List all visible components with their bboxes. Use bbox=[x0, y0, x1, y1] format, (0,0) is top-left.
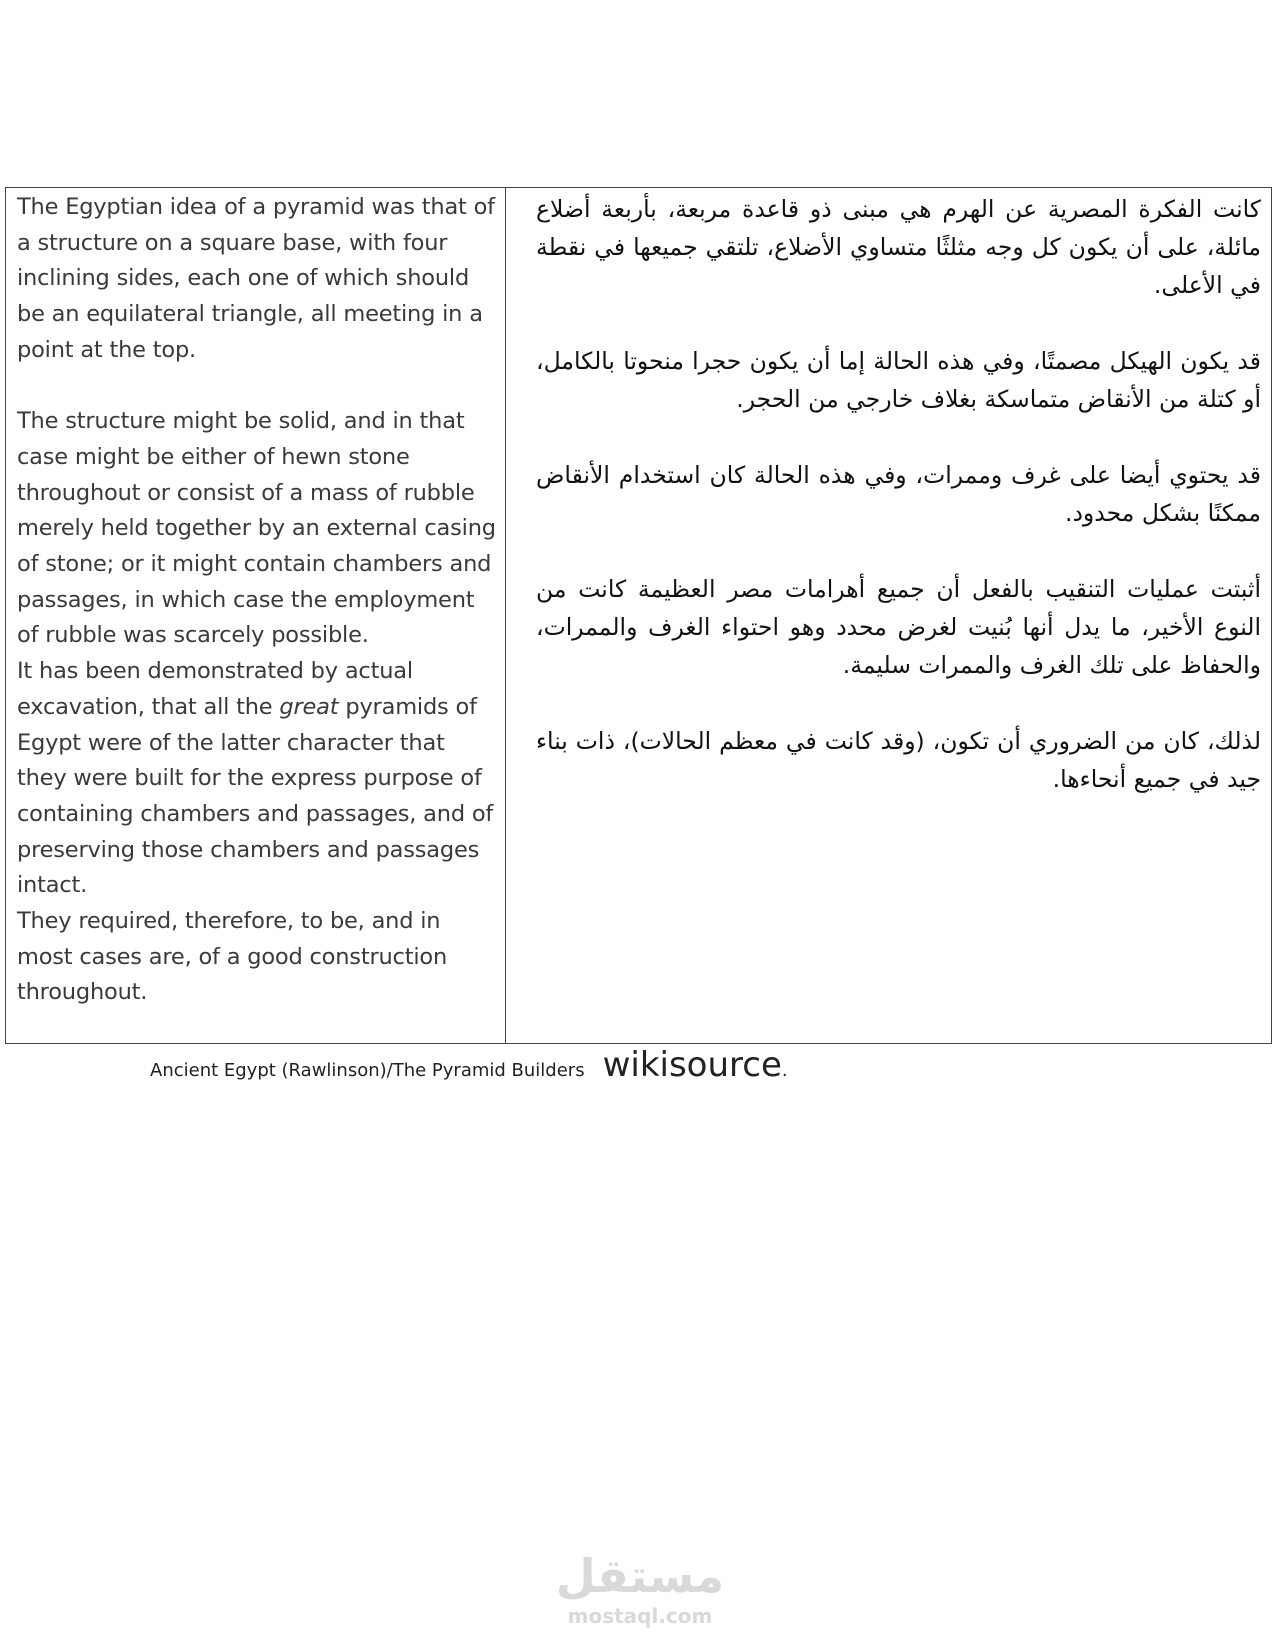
arabic-paragraph-2: قد يكون الهيكل مصمتًا، وفي هذه الحالة إما أن يكون حجرا منحوتا بالكامل، أو كتلة من الأنقاض متماسكة بغلاف خارجي من الحجر. bbox=[536, 347, 1261, 413]
source-site-name: wikisource bbox=[602, 1045, 782, 1085]
watermark-domain: mostaql.com bbox=[567, 1604, 713, 1628]
english-paragraph-2: The structure might be solid, and in that case might be either of hewn stone throughout or consist of a mass of rubble merely held together by an external casing of stone; or it might contain chambers and passages, in which case the employment of rubble was scarcely possible. bbox=[17, 408, 496, 649]
english-paragraph-3-end: pyramids of Egypt were of the latter character that they were built for the express purpose of containing chambers and passages, and of preserving those chambers and passages intact. bbox=[17, 693, 494, 899]
source-caption bbox=[150, 1045, 788, 1105]
arabic-paragraph-4: أثبتت عمليات التنقيب بالفعل أن جميع أهرامات مصر العظيمة كانت من النوع الأخير، ما يدل أنها بُنيت لغرض محدد وهو احتواء الغرف والممرات، والحفاظ على تلك الغرف والممرات سليمة. bbox=[536, 575, 1261, 679]
watermark bbox=[550, 1548, 730, 1628]
english-paragraph-3-start: It has been demonstrated by actual excavation, that all the bbox=[17, 658, 413, 720]
english-paragraph-1: The Egyptian idea of a pyramid was that of a structure on a square base, with four inclining sides, each one of which should be an equilateral triangle, all meeting in a point at the top. bbox=[17, 194, 495, 363]
english-paragraph-4: They required, therefore, to be, and in most cases are, of a good construction throughout. bbox=[17, 908, 448, 1006]
paragraph-spacer bbox=[17, 369, 497, 405]
source-site bbox=[603, 1045, 788, 1085]
english-paragraph-3-emphasis: great bbox=[279, 693, 339, 720]
arabic-paragraph-3: قد يحتوي أيضا على غرف وممرات، وفي هذه الحالة كان استخدام الأنقاض ممكنًا بشكل محدود. bbox=[536, 461, 1261, 527]
english-column bbox=[6, 188, 506, 1043]
translation-table bbox=[5, 187, 1272, 1044]
source-site-suffix: . bbox=[781, 1060, 788, 1081]
arabic-column bbox=[506, 188, 1271, 1043]
arabic-paragraph-1: كانت الفكرة المصرية عن الهرم هي مبنى ذو قاعدة مربعة، بأربعة أضلاع مائلة، على أن يكون كل وجه مثلثًا متساوي الأضلاع، تلتقي جميعها في نقطة في الأعلى. bbox=[536, 195, 1261, 299]
source-title: Ancient Egypt (Rawlinson)/The Pyramid Builders bbox=[150, 1060, 585, 1081]
english-paragraph-3 bbox=[17, 654, 497, 904]
arabic-paragraph-5: لذلك، كان من الضروري أن تكون، (وقد كانت في معظم الحالات)، ذات بناء جيد في جميع أنحاءها. bbox=[536, 727, 1261, 793]
watermark-logo: مستقل bbox=[555, 1549, 725, 1603]
